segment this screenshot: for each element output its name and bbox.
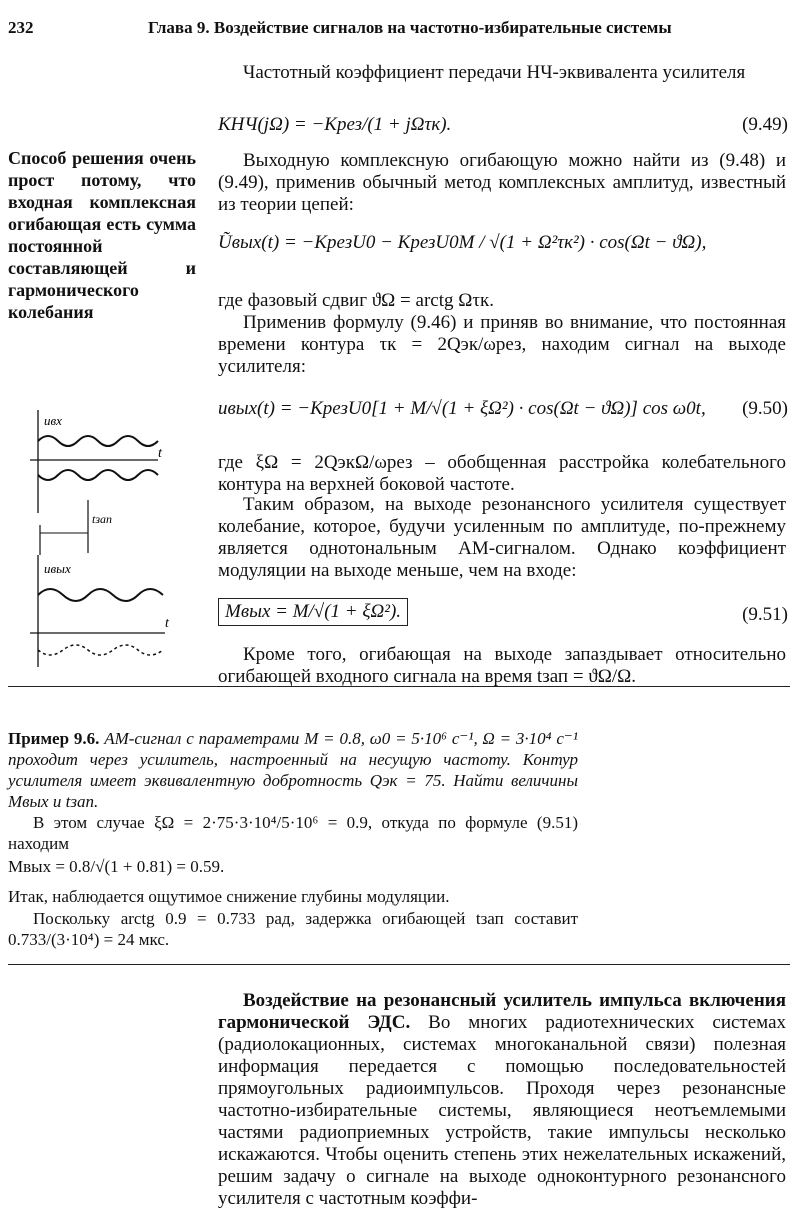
formula-9-50-number: (9.50) — [742, 398, 788, 419]
label-t-zap: tзап — [92, 512, 113, 526]
example-block — [8, 728, 578, 812]
example-text: АМ-сигнал с параметрами M = 0.8, ω0 = 5·10⁶ с⁻¹, Ω = 3·10⁴ с⁻¹ проходит через усилитель, настроенный на несущую частоту. Контур усилителя имеет эквивалентную добротность Qэк = 75. Найти величины Mвых и tзап. — [8, 729, 578, 811]
divider-top — [8, 686, 790, 687]
example-line-3: Поскольку arctg 0.9 = 0.733 рад, задержка огибающей tзап составит 0.733/(3·10⁴) = 24 мкс. — [8, 909, 578, 949]
formula-9-51-number: (9.51) — [742, 604, 788, 625]
sidebar-note: Способ решения очень прост потому, что входная комплексная огибающая есть сумма постоянной составляющей и гармонического колебания — [8, 148, 196, 322]
formula-9-49-text: KНЧ(jΩ) = −Kрез/(1 + jΩτк). — [218, 114, 452, 135]
section-title: Воздействие на резонансный усилитель импульса включения гармонической ЭДС. — [218, 990, 786, 1033]
section-text: Во многих радиотехнических системах (радиолокационных, системах многоканальной связи) полезная информация передается с помощью последовательностей прямоугольных радиоимпульсов. Проходя через резонансные частотно-избирательные системы, являющиеся неотъемлемыми частями радиоприемных устройств, такие импульсы несколько искажаются. Чтобы оценить степень этих нежелательных искажений, решим задачу о сигнале на выходе одноконтурного резонансного усилителя с частотным коэффи- — [218, 1012, 786, 1209]
page-number: 232 — [8, 18, 34, 37]
formula-9-50 — [218, 398, 788, 420]
output-envelope-upper — [38, 589, 163, 601]
paragraph-3: где фазовый сдвиг ϑΩ = arctg Ωτк. — [218, 290, 494, 311]
divider-bottom — [8, 964, 790, 965]
am-signal-figure — [30, 405, 190, 675]
label-u-out: uвых — [44, 561, 71, 576]
formula-envelope-text: Ũвых(t) = −KрезU0 − KрезU0M / √(1 + Ω²τк²) · cos(Ωt − ϑΩ), — [218, 232, 707, 253]
input-envelope-lower — [38, 470, 158, 480]
paragraph-5: где ξΩ = 2QэкΩ/ωрез – обобщенная расстройка колебательного контура на верхней боковой частоте. — [218, 452, 786, 495]
input-envelope-upper — [38, 436, 158, 446]
paragraph-1: Частотный коэффициент передачи НЧ-эквивалента усилителя — [243, 62, 746, 83]
example-line-2: Итак, наблюдается ощутимое снижение глубины модуляции. — [8, 887, 450, 906]
paragraph-7: Кроме того, огибающая на выходе запаздывает относительно огибающей входного сигнала на время tзап = ϑΩ/Ω. — [218, 644, 786, 687]
formula-9-51-text: Mвых = M/√(1 + ξΩ²). — [218, 598, 408, 626]
example-result: Mвых = 0.8/√(1 + 0.81) = 0.59. — [8, 857, 225, 876]
label-u-in: uвх — [44, 413, 62, 428]
label-t-bottom: t — [165, 616, 169, 631]
formula-9-50-text: uвых(t) = −KрезU0[1 + M/√(1 + ξΩ²) · cos(Ωt − ϑΩ)] cos ω0t, — [218, 398, 706, 419]
chapter-title: Глава 9. Воздействие сигналов на частотно-избирательные системы — [148, 18, 672, 37]
label-t-top: t — [158, 446, 162, 461]
example-title: Пример 9.6. — [8, 729, 100, 748]
example-line-1: В этом случае ξΩ = 2·75·3·10⁴/5·10⁶ = 0.9, откуда по формуле (9.51) находим — [8, 813, 578, 853]
formula-9-49-number: (9.49) — [742, 114, 788, 135]
output-envelope-lower — [38, 645, 163, 655]
paragraph-6: Таким образом, на выходе резонансного усилителя существует колебание, которое, будучи усиленным по амплитуде, по-прежнему является однотональным АМ-сигналом. Однако коэффициент модуляции на выходе меньше, чем на входе: — [218, 494, 786, 581]
formula-9-49 — [218, 114, 788, 136]
formula-envelope — [218, 232, 788, 254]
paragraph-4: Применив формулу (9.46) и приняв во внимание, что постоянная времени контура τк = 2Qэк/ωрез, находим сигнал на выходе усилителя: — [218, 312, 786, 377]
section-block — [218, 990, 786, 1210]
formula-9-51 — [218, 598, 788, 626]
paragraph-2: Выходную комплексную огибающую можно найти из (9.48) и (9.49), применив обычный метод комплексных амплитуд, известный из теории цепей: — [218, 150, 786, 215]
